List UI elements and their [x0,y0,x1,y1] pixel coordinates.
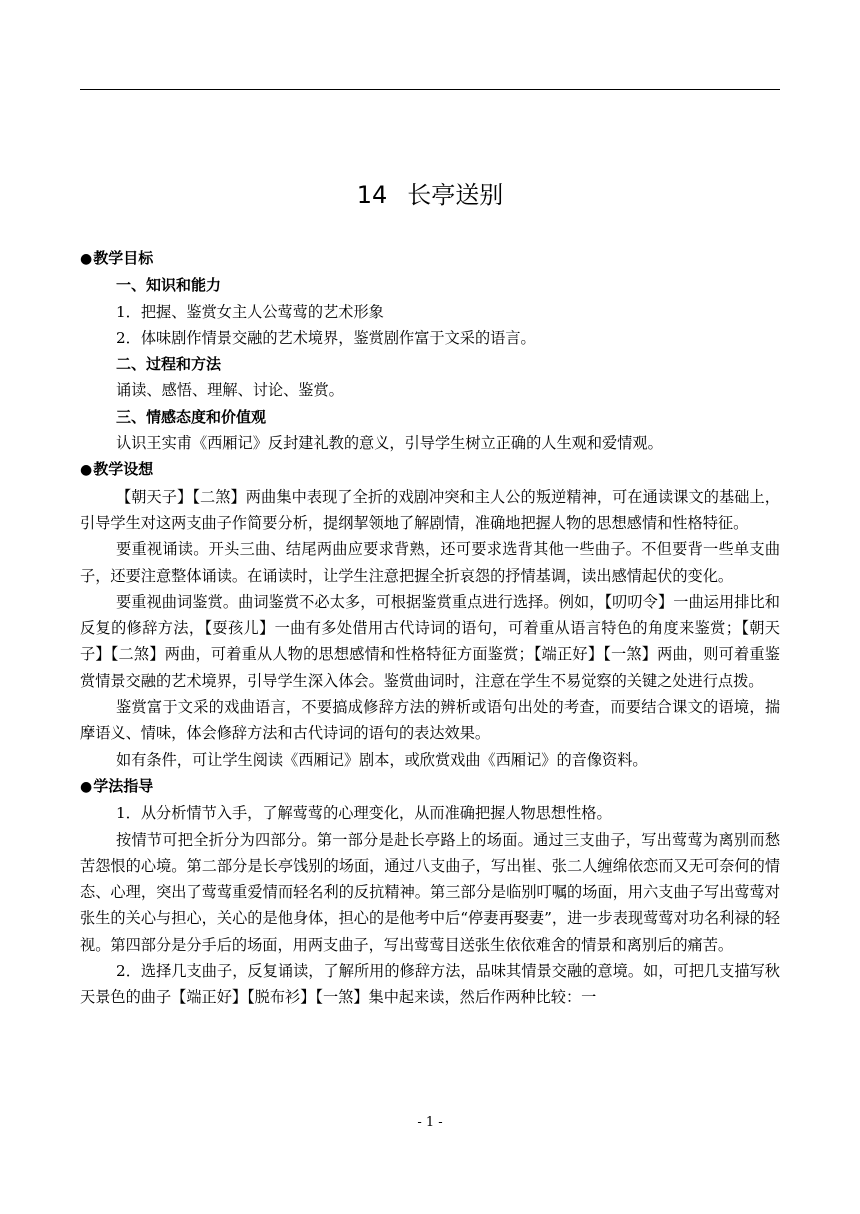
section-heading-goals: ●教学目标 [80,249,154,267]
document-body [80,245,780,1011]
design-paragraph-5: 如有条件，可让学生阅读《西厢记》剧本，或欣赏戏曲《西厢记》的音像资料。 [116,750,648,769]
design-paragraph-4: 鉴赏富于文采的戏曲语言，不要搞成修辞方法的辨析或语句出处的考查，而要结合课文的语境，揣摩语义、情味，体会修辞方法和古代诗词的语句的表达效果。 [80,698,780,743]
page-number: - 1 - [417,1115,443,1130]
subheading-process: 二、过程和方法 [116,355,222,374]
section-heading-guidance: ●学法指导 [80,776,154,795]
subheading-values: 三、情感态度和价值观 [116,407,267,426]
header-rule [80,89,780,90]
lesson-title: 长亭送别 [407,181,504,209]
bullet-icon: ● [80,778,93,795]
design-paragraph-1: 【朝天子】【二煞】两曲集中表现了全折的戏剧冲突和主人公的叛逆精神，可在通读课文的基础上，引导学生对这两支曲子作简要分析，提纲挈领地了解剧情，准确地把握人物的思想感情和性格特征。 [80,487,780,532]
section-heading-design: ●教学设想 [80,460,154,479]
bullet-icon: ● [80,462,93,479]
subheading-knowledge: 一、知识和能力 [116,276,222,295]
goal-item-1: 1．把握、鉴赏女主人公莺莺的艺术形象 [116,302,384,321]
design-paragraph-3: 要重视曲词鉴赏。曲词鉴赏不必太多，可根据鉴赏重点进行选择。例如，【叨叨令】一曲运用排比和反复的修辞方法，【耍孩儿】一曲有多处借用古代诗词的语句，可着重从语言特色的角度来鉴赏；【朝天子】【二煞】两曲，可着重从人物的思想感情和性格特征方面鉴赏；【端正好】【一煞】两曲，则可着重鉴赏情景交融的艺术境界，引导学生深入体会。鉴赏曲词时，注意在学生不易觉察的关键之处进行点拨。 [80,592,780,690]
guidance-paragraph-3: 2．选择几支曲子，反复诵读，了解所用的修辞方法，品味其情景交融的意境。如，可把几支描写秋天景色的曲子【端正好】【脱布衫】【一煞】集中起来读，然后作两种比较：一 [80,962,780,1007]
goal-item-4: 认识王实甫《西厢记》反封建礼教的意义，引导学生树立正确的人生观和爱情观。 [116,434,663,453]
guidance-paragraph-2: 按情节可把全折分为四部分。第一部分是赴长亭路上的场面。通过三支曲子，写出莺莺为离别而愁苦怨恨的心境。第二部分是长亭饯别的场面，通过八支曲子，写出崔、张二人缠绵依恋而又无可奈何的情态、心理，突出了莺莺重爱情而轻名利的反抗精神。第三部分是临别叮嘱的场面，用六支曲子写出莺莺对张生的关心与担心，关心的是他身体，担心的是他考中后“停妻再娶妻”，进一步表现莺莺对功名利禄的轻视。第四部分是分手后的场面，用两支曲子，写出莺莺目送张生依依难舍的情景和离别后的痛苦。 [80,830,780,954]
lesson-number: 14 [356,181,388,209]
goal-item-3: 诵读、感悟、理解、讨论、鉴赏。 [116,381,344,400]
guidance-paragraph-1: 1．从分析情节入手，了解莺莺的心理变化，从而准确把握人物思想性格。 [116,804,612,823]
goal-item-2: 2．体味剧作情景交融的艺术境界，鉴赏剧作富于文采的语言。 [116,328,536,347]
page-title [0,178,860,212]
bullet-icon: ● [80,251,93,267]
design-paragraph-2: 要重视诵读。开头三曲、结尾两曲应要求背熟，还可要求选背其他一些曲子。不但要背一些单支曲子，还要注意整体诵读。在诵读时，让学生注意把握全折哀怨的抒情基调，读出感情起伏的变化。 [80,540,780,585]
